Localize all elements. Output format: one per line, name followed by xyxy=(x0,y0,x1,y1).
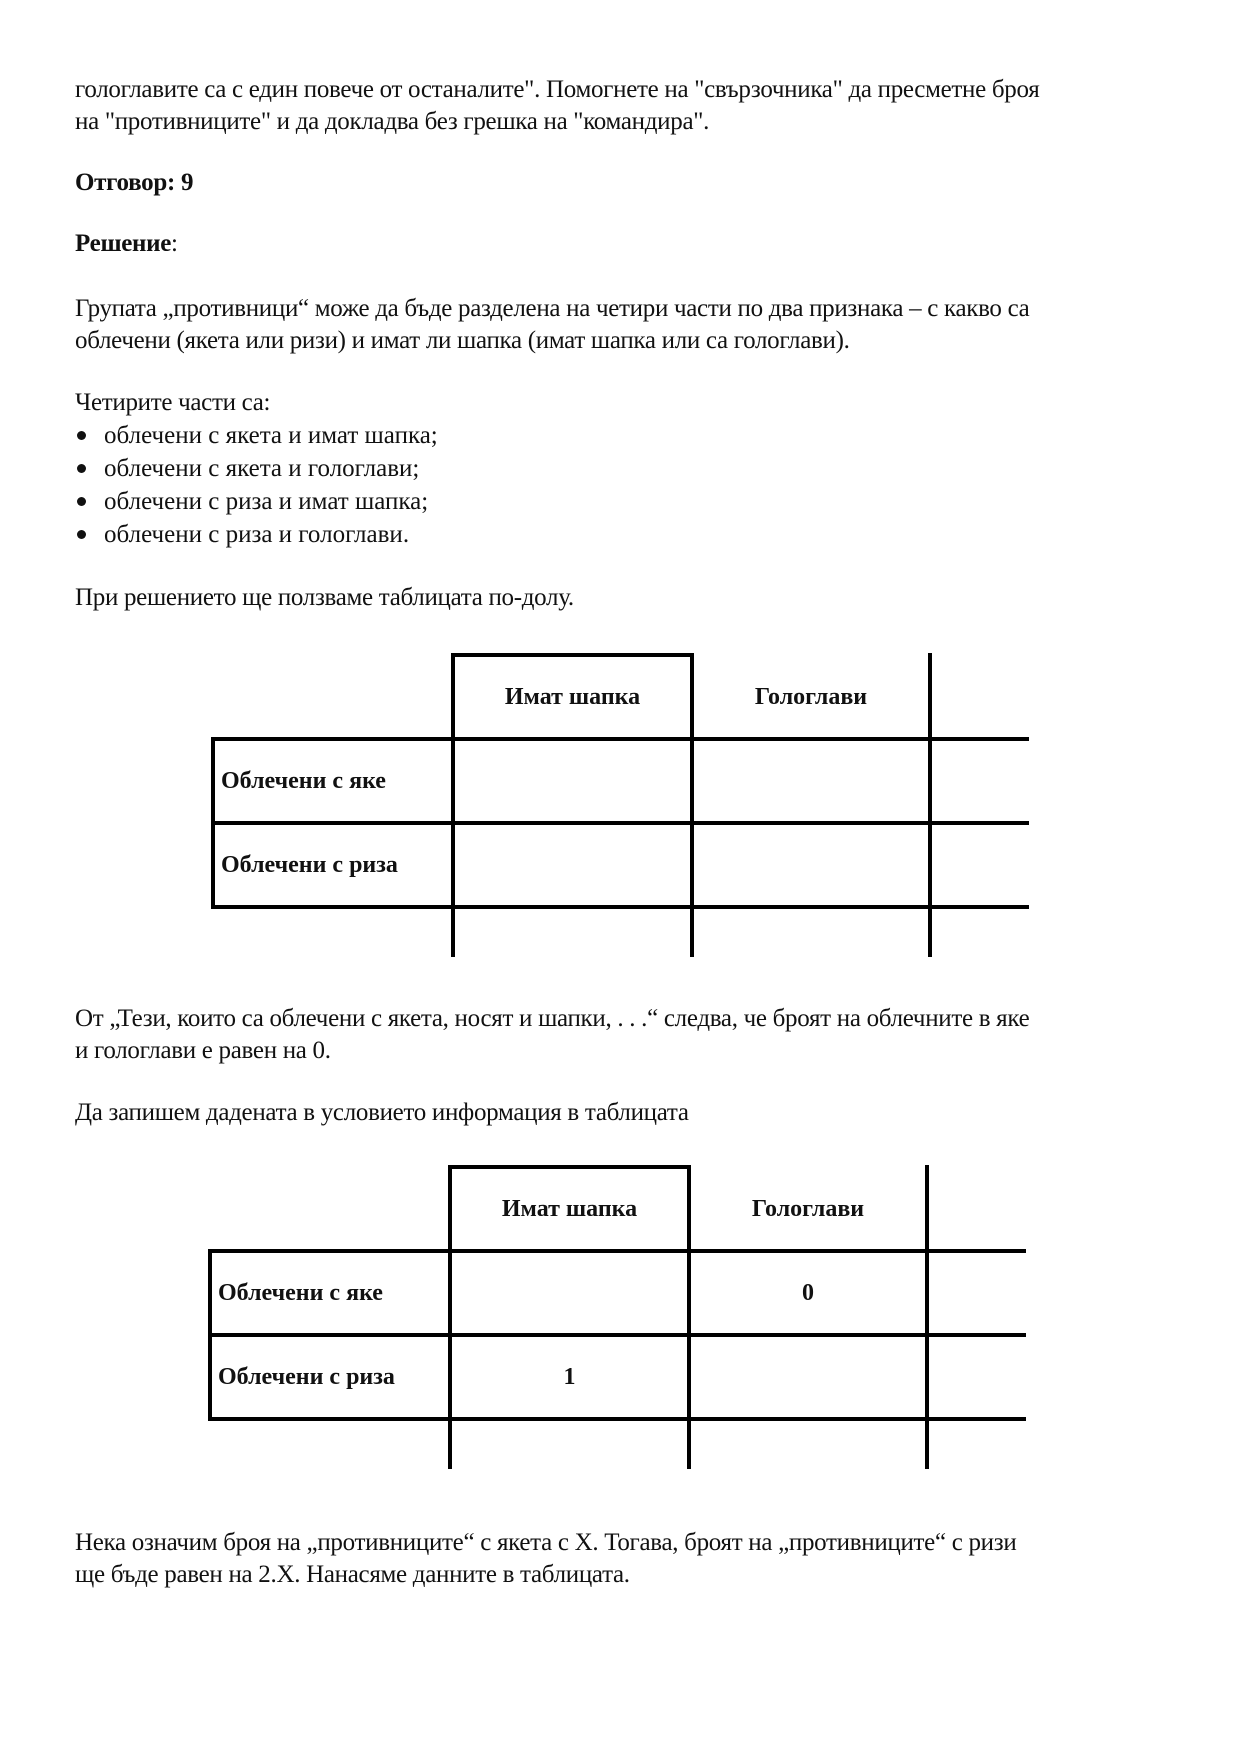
list-item: облечени с якета и гологлави; xyxy=(75,453,419,485)
table-border xyxy=(448,1165,452,1469)
table-border xyxy=(448,1165,691,1169)
table-cell xyxy=(452,1253,687,1333)
final-line-2: ще бъде равен на 2.X. Нанасяме данните в таблицата. xyxy=(75,1561,630,1588)
row-header: Облечени с яке xyxy=(218,1279,383,1306)
group-line-1: Групата „противници“ може да бъде разделена на четири части по два признака – с какво са xyxy=(75,295,1030,322)
use-table-text: При решението ще ползваме таблицата по-долу. xyxy=(75,584,574,611)
answer-heading: Отговор: 9 xyxy=(75,169,194,196)
table-cell: 0 xyxy=(802,1279,814,1306)
solution-colon: : xyxy=(171,230,178,257)
table-cell xyxy=(455,741,690,821)
table-border xyxy=(925,1165,929,1469)
table-cell xyxy=(694,741,928,821)
column-header: Гологлави xyxy=(751,1195,865,1222)
table-cell: 1 xyxy=(563,1363,576,1390)
table-cell xyxy=(455,825,690,905)
table-border xyxy=(208,1417,1026,1421)
table-border xyxy=(928,653,932,957)
table-border xyxy=(208,1333,1026,1337)
final-line-1: Нека означим броя на „противниците“ с якета с X. Тогава, броят на „противниците“ с ризи xyxy=(75,1529,1017,1556)
list-item: облечени с риза и гологлави. xyxy=(75,519,409,551)
list-item: облечени с риза и имат шапка; xyxy=(75,486,428,518)
intro-line-2: на "противниците" и да докладва без грешка на "командира". xyxy=(75,108,710,135)
table-cell xyxy=(694,825,928,905)
table-cell xyxy=(691,1337,925,1417)
column-header: Гологлави xyxy=(754,683,868,710)
table-border xyxy=(208,1249,212,1421)
list-item: облечени с якета и имат шапка; xyxy=(75,420,438,452)
parts-intro: Четирите части са: xyxy=(75,389,271,416)
row-header: Облечени с риза xyxy=(221,851,398,878)
table-border xyxy=(208,1249,1026,1253)
intro-line-1: гологлавите са с един повече от останалите". Помогнете на "свързочника" да пресметне броя xyxy=(75,76,1040,103)
row-header: Облечени с риза xyxy=(218,1363,395,1390)
from-line-2: и гологлави е равен на 0. xyxy=(75,1037,331,1064)
column-header: Имат шапка xyxy=(501,1195,638,1222)
table-border xyxy=(687,1165,691,1469)
solution-heading: Решение xyxy=(75,230,172,257)
write-info-text: Да запишем дадената в условието информация в таблицата xyxy=(75,1099,689,1126)
table-border xyxy=(211,905,1029,909)
column-header: Имат шапка xyxy=(504,683,641,710)
from-line-1: От „Тези, които са облечени с якета, носят и шапки, . . .“ следва, че броят на облечните в яке xyxy=(75,1005,1030,1032)
row-header: Облечени с яке xyxy=(221,767,386,794)
group-line-2: облечени (якета или ризи) и имат ли шапка (имат шапка или са гологлави). xyxy=(75,327,850,354)
